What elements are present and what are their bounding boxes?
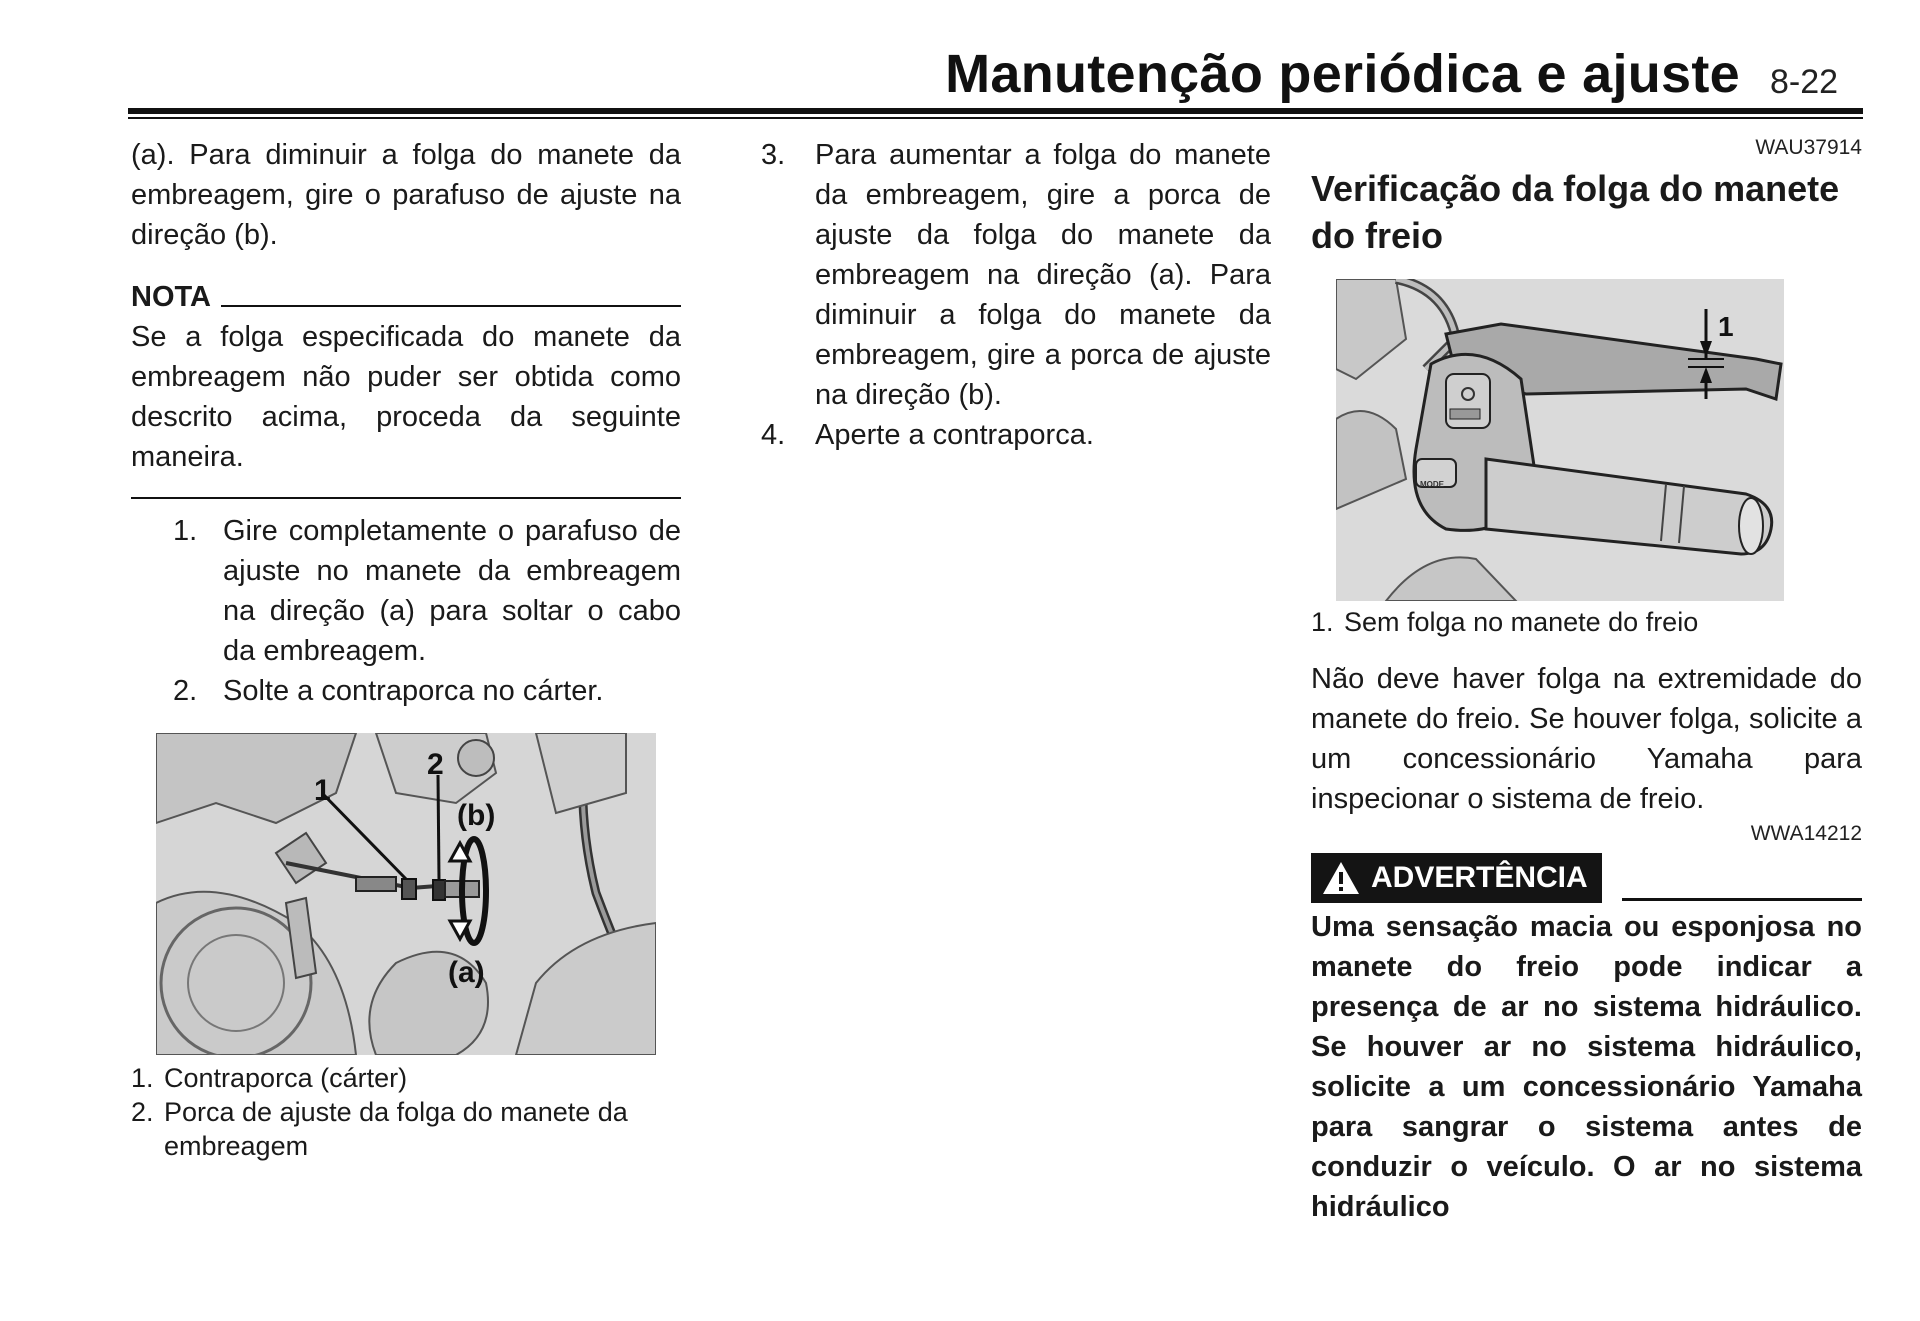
warning-code: WWA14212	[1750, 822, 1862, 845]
handlebar-drawing	[1336, 279, 1784, 601]
callout-2: 2	[427, 748, 444, 781]
callout-1: 1	[314, 774, 331, 807]
note-label: NOTA	[131, 281, 212, 313]
brake-paragraph: Não deve haver folga na extremidade do manete do freio. Se houver folga, solicite a um concessionário Yamaha para inspecionar o sistema de freio.	[1311, 663, 1862, 815]
engine-drawing	[156, 733, 656, 1055]
caption-number: 1.	[1311, 607, 1334, 637]
warning-triangle-icon	[1321, 860, 1361, 896]
callout-a: (a)	[448, 956, 485, 989]
reference-code: WAU37914	[1755, 136, 1862, 159]
procedure-steps-2	[761, 135, 1271, 455]
step-number: 1.	[173, 515, 198, 547]
caption-text: Sem folga no manete do freio	[1344, 607, 1699, 637]
warning-badge	[1311, 853, 1602, 903]
procedure-steps-1	[131, 511, 681, 711]
warning-header	[1311, 853, 1862, 903]
warning-label: ADVERTÊNCIA	[1371, 861, 1588, 894]
step-number: 2.	[173, 675, 198, 707]
page-number: 8-22	[1770, 63, 1839, 101]
step-text: Aperte a contraporca.	[815, 419, 1094, 451]
note-end-rule	[131, 497, 681, 499]
caption-text: Porca de ajuste da folga do manete da embreagem	[164, 1097, 628, 1161]
figure-captions-1	[131, 1061, 681, 1163]
list-item	[131, 511, 681, 671]
column-middle	[761, 135, 1271, 455]
intro-paragraph: (a). Para diminuir a folga do manete da embreagem, gire o parafuso de ajuste na direção (b).	[131, 139, 681, 251]
column-right	[1311, 135, 1862, 1227]
header-rule-thin	[128, 117, 1863, 119]
caption-item	[131, 1095, 681, 1163]
column-left	[131, 135, 681, 1163]
caption-item	[1311, 605, 1862, 639]
step-number: 4.	[761, 419, 786, 451]
mode-switch-label: MODE	[1420, 480, 1444, 489]
header-rule	[128, 108, 1863, 114]
list-item	[761, 415, 1271, 455]
step-text: Solte a contraporca no cárter.	[223, 675, 604, 707]
caption-number: 2.	[131, 1097, 154, 1127]
step-text: Gire completamente o parafuso de ajuste no manete da embreagem na direção (a) para soltar o cabo da embreagem.	[223, 515, 681, 667]
brake-lever-illustration	[1336, 279, 1784, 601]
figure-captions-2	[1311, 605, 1862, 639]
note-header	[131, 277, 681, 317]
warning-text: Uma sensação macia ou esponjosa no manete do freio pode indicar a presença de ar no sistema hidráulico. Se houver ar no sistema hidráulico, solicite a um concessionário Yamaha para sangrar o sistema antes de conduzir o veículo. O ar no sistema hidráulico	[1311, 911, 1862, 1223]
callout-b: (b)	[457, 799, 496, 832]
section-title: Verificação da folga do manete do freio	[1311, 168, 1840, 256]
caption-text: Contraporca (cárter)	[164, 1063, 408, 1093]
note-text: Se a folga especificada do manete da embreagem não puder ser obtida como descrito acima, proceda da seguinte maneira.	[131, 321, 681, 473]
step-number: 3.	[761, 139, 786, 171]
warning-rule	[1622, 898, 1862, 901]
callout-1: 1	[1718, 311, 1734, 342]
caption-number: 1.	[131, 1063, 154, 1093]
page-header-title: Manutenção periódica e ajuste	[945, 44, 1740, 104]
step-text: Para aumentar a folga do manete da embreagem, gire a porca de ajuste da folga do manete da embreagem na direção (a). Para diminuir a folga do manete da embreagem, gire a porca de ajuste na direção (b).	[815, 139, 1271, 411]
list-item	[131, 671, 681, 711]
caption-item	[131, 1061, 681, 1095]
clutch-cable-illustration	[156, 733, 656, 1055]
list-item	[761, 135, 1271, 415]
note-rule	[221, 305, 681, 307]
